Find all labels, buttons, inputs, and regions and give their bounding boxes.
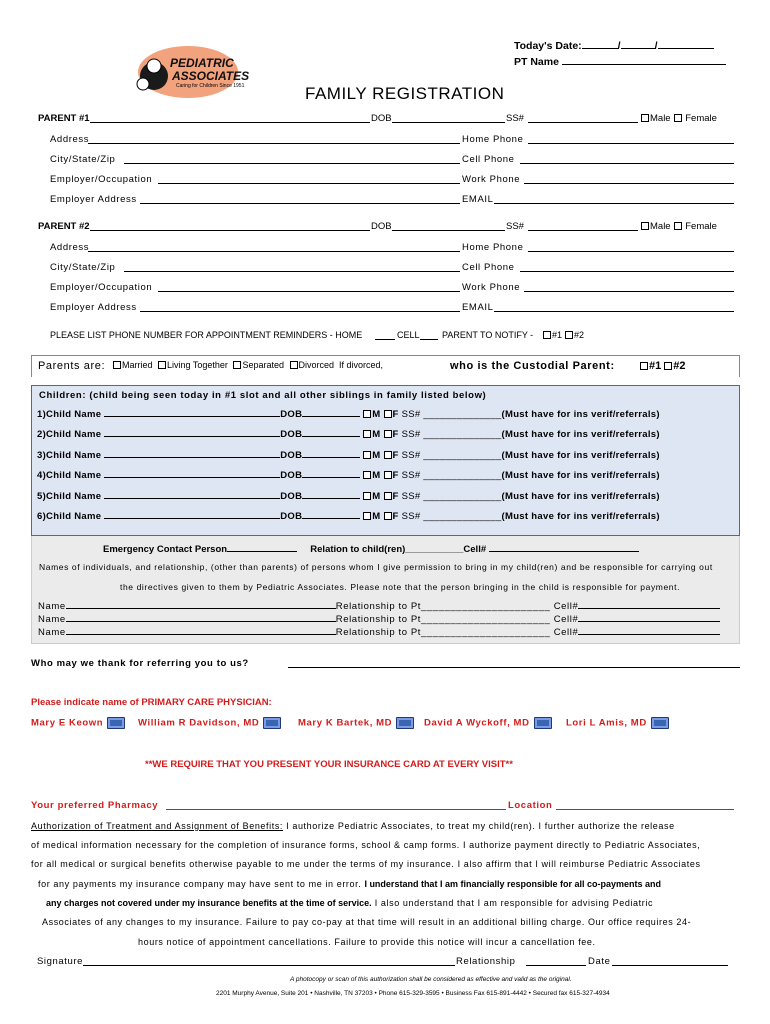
parent1-dob-label: DOB [371,113,392,124]
notify-2-checkbox[interactable] [565,331,573,339]
separated-checkbox[interactable] [233,361,241,369]
parent1-work-phone-label: Work Phone [462,174,521,185]
parent1-cell-phone-field[interactable] [520,154,734,164]
notify-2-label: #2 [574,330,585,340]
parent2-dob-label: DOB [371,221,392,232]
parent2-home-phone-field[interactable] [528,242,734,252]
child-name-label: 4)Child Name [37,470,102,482]
parent1-dob-field[interactable] [392,113,505,123]
emergency-person-cell-label: Cell# [553,614,579,625]
child-dob-label: DOB [280,449,303,461]
married-label: Married [122,360,153,370]
child-female-label: F [392,490,399,502]
child-note: (Must have for ins verif/referrals) [501,429,660,441]
child-ss-label: SS# ______________ [401,429,502,441]
child-dob-label: DOB [280,409,303,420]
children-section [31,385,740,536]
parent2-employer-field[interactable] [158,282,460,292]
physician-option-3[interactable] [298,717,414,729]
child-male-checkbox[interactable] [363,410,371,418]
parent1-home-phone-field[interactable] [528,134,734,144]
parent2-employer-address-field[interactable] [140,302,460,312]
child-ss-label: SS# ______________ [401,409,502,420]
parent1-employer-label: Employer/Occupation [50,174,153,185]
child-dob-field[interactable] [302,489,360,499]
emergency-names-text-1: Names of individuals, and relationship, (other than parents) of persons whom I give permission to bring in my child(ren) and be responsible for carrying out [39,562,713,572]
separated-label: Separated [242,360,284,370]
insurance-notice: **WE REQUIRE THAT YOU PRESENT YOUR INSURANCE CARD AT EVERY VISIT** [145,759,513,770]
child-name-field[interactable] [104,427,280,437]
child-male-checkbox[interactable] [363,471,371,479]
parent2-ss-field[interactable] [528,221,638,231]
child-row [37,509,660,522]
parent1-male-checkbox[interactable] [641,114,649,122]
physician-option-4[interactable] [424,717,552,729]
auth-text-4a: for any payments my insurance company may have sent to me in error. [38,879,362,889]
parent1-label: PARENT #1 [38,113,90,124]
child-row [37,407,660,420]
auth-text-5b: I also understand that I am responsible for advising Pediatric [371,898,654,908]
parent2-address-field[interactable] [88,242,460,252]
emergency-person-name-label: Name [38,614,66,625]
physician-option-2-label: William R Davidson, MD [138,717,260,729]
child-ss-label: SS# ______________ [401,470,502,482]
emergency-person-cell-field[interactable] [578,613,720,622]
parent2-work-phone-field[interactable] [524,282,734,292]
reminder-cell-label: CELL [397,330,420,340]
parent1-city-label: City/State/Zip [50,154,116,165]
pharmacy-label: Your preferred Pharmacy [31,800,159,811]
todays-date: Today's Date: / / [514,39,714,52]
emergency-person-name-field[interactable] [66,613,336,622]
notify-1-label: #1 [552,330,563,340]
child-ss-label: SS# ______________ [401,490,502,502]
child-male-label: M [372,470,381,482]
emergency-person-rel-label: Relationship to Pt______________________ [335,614,551,625]
physician-option-2-checkbox[interactable] [263,717,281,729]
parent1-email-label: EMAIL [462,194,494,205]
parent2-ss-label: SS# [506,221,524,232]
child-row [37,448,660,461]
parent2-name-field[interactable] [90,221,370,231]
parent1-address-label: Address [50,134,90,145]
child-male-label: M [372,449,381,461]
child-note: (Must have for ins verif/referrals) [501,449,660,461]
child-name-field[interactable] [104,468,280,478]
emergency-cell-label: Cell# [463,544,487,555]
parent1-employer-field[interactable] [158,174,460,184]
physician-option-2[interactable] [138,717,281,729]
auth-line-3: for all medical or surgical benefits otherwise payable to me under the terms of my insurance. I also affirm that I will reimburse Pediatric Associates [31,859,701,869]
physician-option-5-label: Lori L Amis, MD [566,717,647,729]
parent2-address-label: Address [50,242,90,253]
child-dob-label: DOB [280,511,303,522]
parent1-cell-phone-label: Cell Phone [462,154,515,165]
parent2-male-label: Male [650,221,671,232]
child-ss-label: SS# ______________ [401,511,502,522]
parent1-female-checkbox[interactable] [674,114,682,122]
emergency-cell-field[interactable] [489,542,639,552]
child-male-checkbox[interactable] [363,492,371,500]
signature-date-label: Date [588,956,611,967]
date-year-field[interactable] [658,39,714,49]
pharmacy-field[interactable] [166,800,506,810]
physician-option-3-label: Mary K Bartek, MD [298,717,393,729]
child-dob-field[interactable] [302,509,360,519]
child-female-checkbox[interactable] [384,451,392,459]
parent2-cell-phone-label: Cell Phone [462,262,515,273]
parent1-name-field[interactable] [90,113,370,123]
parent1-work-phone-field[interactable] [524,174,734,184]
date-month-field[interactable] [582,39,618,49]
emergency-person-rel-label: Relationship to Pt______________________ [335,627,551,638]
child-female-label: F [392,470,399,482]
reminder-home-field[interactable] [375,330,395,340]
auth-line-4 [38,879,661,889]
physician-option-3-checkbox[interactable] [396,717,414,729]
if-divorced-label: If divorced, [339,360,384,370]
emergency-person-row [38,613,720,625]
pt-name-field[interactable] [562,55,726,65]
child-female-checkbox[interactable] [384,430,392,438]
parent2-city-field[interactable] [124,262,460,272]
child-male-checkbox[interactable] [363,451,371,459]
auth-text-4b: I understand that I am financially responsible for all co-payments and [364,879,662,889]
custodial-1-label: #1 [649,360,662,372]
child-male-label: M [372,490,381,502]
child-female-label: F [392,511,399,522]
footer-address: 2201 Murphy Avenue, Suite 201 • Nashville, TN 37203 • Phone 615-329-3595 • Business Fax 615-891-4442 • Secured fax 615-327-4934 [216,990,610,997]
todays-date-label: Today's Date: [514,40,582,52]
physician-option-4-checkbox[interactable] [534,717,552,729]
child-female-checkbox[interactable] [384,512,392,520]
parent1-ss-field[interactable] [528,113,638,123]
emergency-person-cell-field[interactable] [578,626,720,635]
parent2-male-checkbox[interactable] [641,222,649,230]
physician-option-1-label: Mary E Keown [31,717,104,729]
child-note: (Must have for ins verif/referrals) [501,470,660,482]
child-dob-field[interactable] [302,427,360,437]
auth-text-1: I authorize Pediatric Associates, to treat my child(ren). I further authorize the release [283,821,675,831]
child-dob-field[interactable] [302,407,360,417]
emergency-relation-label: Relation to child(ren)___________ [310,544,464,555]
emergency-contact-label: Emergency Contact Person [103,544,228,555]
pt-name [514,55,726,68]
divorced-checkbox[interactable] [290,361,298,369]
pharmacy-location-field[interactable] [556,800,734,810]
emergency-names-text-2: the directives given to them by Pediatric Associates. Please note that the person bringing in the child is responsible for payment. [120,582,681,592]
parents-status-label: Parents are: [38,360,106,372]
reminder-notify-label: PARENT TO NOTIFY - [442,330,534,340]
reminder-cell-field[interactable] [420,330,438,340]
parent2-female-checkbox[interactable] [674,222,682,230]
parent2-female-label: Female [685,221,717,232]
married-checkbox[interactable] [113,361,121,369]
emergency-contact-field[interactable] [227,542,297,552]
child-dob-label: DOB [280,470,303,482]
parent2-email-label: EMAIL [462,302,494,313]
referral-field[interactable] [288,658,740,668]
emergency-person-name-field[interactable] [66,626,336,635]
child-name-label: 6)Child Name [37,511,102,522]
child-note: (Must have for ins verif/referrals) [501,409,660,420]
signature-label: Signature [37,956,84,967]
child-dob-field[interactable] [302,468,360,478]
child-dob-field[interactable] [302,448,360,458]
signature-relationship-label: Relationship [456,956,516,967]
logo-line1: PEDIATRIC [170,56,234,70]
pt-name-label: PT Name [514,56,559,68]
child-row [37,427,660,440]
auth-heading: Authorization of Treatment and Assignment of Benefits: [31,821,284,831]
emergency-person-cell-field[interactable] [578,600,720,609]
page-title: FAMILY REGISTRATION [305,84,505,103]
parent1-email-field[interactable] [494,194,734,204]
child-male-label: M [372,511,381,522]
divorced-label: Divorced [298,360,335,370]
parent2-email-field[interactable] [494,302,734,312]
auth-line-1 [31,821,675,831]
child-female-label: F [392,429,399,441]
parent2-city-label: City/State/Zip [50,262,116,273]
parent2-employer-label: Employer/Occupation [50,282,153,293]
child-name-field[interactable] [104,509,280,519]
reminder-text: PLEASE LIST PHONE NUMBER FOR APPOINTMENT REMINDERS - HOME [50,330,363,340]
child-name-field[interactable] [104,407,280,417]
emergency-person-rel-label: Relationship to Pt______________________ [335,601,551,612]
child-note: (Must have for ins verif/referrals) [501,490,660,502]
emergency-person-name-label: Name [38,601,66,612]
physician-option-1-checkbox[interactable] [107,717,125,729]
logo-line2: ASSOCIATES [172,69,250,83]
child-row [37,468,660,481]
child-female-label: F [392,409,399,420]
child-female-checkbox[interactable] [384,492,392,500]
physician-option-5[interactable] [566,717,669,729]
emergency-section [31,536,740,644]
parent1-male-label: Male [650,113,671,124]
child-name-label: 1)Child Name [37,409,102,420]
parent2-home-phone-label: Home Phone [462,242,524,253]
auth-text-5a: any charges not covered under my insurance benefits at the time of service. [46,898,372,908]
emergency-person-cell-label: Cell# [553,627,579,638]
child-ss-label: SS# ______________ [401,449,502,461]
parent1-employer-address-label: Employer Address [50,194,137,205]
child-name-field[interactable] [104,448,280,458]
notify-1-checkbox[interactable] [543,331,551,339]
custodial-2-label: #2 [673,360,686,372]
parent2-cell-phone-field[interactable] [520,262,734,272]
child-name-label: 3)Child Name [37,449,102,461]
child-male-checkbox[interactable] [363,430,371,438]
auth-line-5 [46,898,653,908]
signature-field[interactable] [83,956,455,966]
custodial-2-checkbox[interactable] [664,362,672,370]
emergency-person-row [38,626,720,638]
child-male-label: M [372,409,381,420]
emergency-person-row [38,600,720,612]
child-note: (Must have for ins verif/referrals) [501,511,660,522]
pharmacy-location-label: Location [508,800,553,811]
date-day-field[interactable] [621,39,655,49]
child-name-field[interactable] [104,489,280,499]
logo-tagline: Caring for Children Since 1951 [176,83,245,89]
child-male-label: M [372,429,381,441]
physician-option-1[interactable] [31,717,125,729]
emergency-person-name-field[interactable] [66,600,336,609]
signature-relationship-field[interactable] [526,956,586,966]
child-female-label: F [392,449,399,461]
parent1-female-label: Female [685,113,717,124]
children-header: Children: (child being seen today in #1 slot and all other siblings in family listed below) [39,390,487,401]
emergency-contact-row [103,542,639,555]
parent2-dob-field[interactable] [392,221,505,231]
parent2-label: PARENT #2 [38,221,90,232]
parent2-employer-address-label: Employer Address [50,302,137,313]
auth-line-7: hours notice of appointment cancellations. Failure to provide this notice will incur a cancellation fee. [138,937,596,947]
referral-label: Who may we thank for referring you to us? [31,658,249,669]
physician-option-5-checkbox[interactable] [651,717,669,729]
living-together-checkbox[interactable] [158,361,166,369]
child-name-label: 5)Child Name [37,490,102,502]
child-name-label: 2)Child Name [37,429,102,441]
custodial-label: who is the Custodial Parent: [450,360,615,372]
parent2-work-phone-label: Work Phone [462,282,521,293]
parent1-city-field[interactable] [124,154,460,164]
physician-prompt: Please indicate name of PRIMARY CARE PHYSICIAN: [31,697,272,708]
child-dob-label: DOB [280,490,303,502]
emergency-person-cell-label: Cell# [553,601,579,612]
child-male-checkbox[interactable] [363,512,371,520]
child-row [37,489,660,502]
auth-line-2: of medical information necessary for the completion of insurance forms, school & camp forms. I authorize payment directly to Pediatric Associates, [31,840,701,850]
footer-copy-note: A photocopy or scan of this authorization shall be considered as effective and valid as the original. [290,976,572,983]
child-female-checkbox[interactable] [384,471,392,479]
auth-line-6: Associates of any changes to my insurance. Failure to pay co-pay at that time will result in an additional billing charge. Our office requires 24- [42,917,692,927]
physician-option-4-label: David A Wyckoff, MD [424,717,530,729]
parent1-address-field[interactable] [88,134,460,144]
logo [130,40,248,102]
emergency-person-name-label: Name [38,627,66,638]
parent1-home-phone-label: Home Phone [462,134,524,145]
parent1-employer-address-field[interactable] [140,194,460,204]
living-together-label: Living Together [167,360,228,370]
child-dob-label: DOB [280,429,303,441]
child-female-checkbox[interactable] [384,410,392,418]
signature-date-field[interactable] [612,956,728,966]
custodial-1-checkbox[interactable] [640,362,648,370]
parent1-ss-label: SS# [506,113,524,124]
